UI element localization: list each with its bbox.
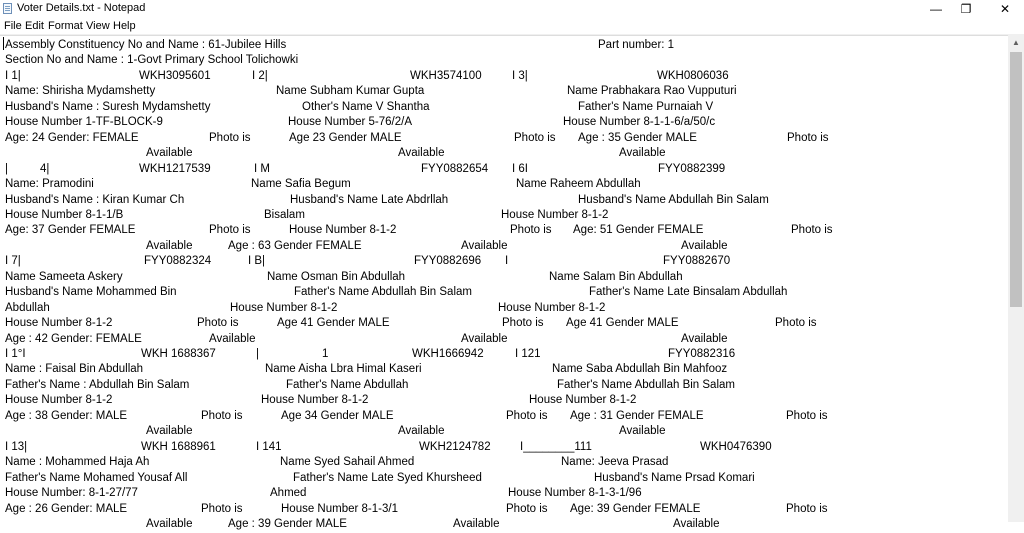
text-line	[0, 347, 1008, 363]
scroll-thumb[interactable]	[1010, 52, 1022, 307]
text-segment: Bisalam	[264, 208, 305, 221]
text-segment: House Number 8-1-2	[261, 394, 369, 407]
text-segment: Name Saba Abdullah Bin Mahfooz	[552, 363, 728, 376]
text-segment: Name Salam Bin Abdullah	[549, 270, 683, 283]
text-line	[0, 440, 1008, 456]
text-line	[0, 393, 1008, 409]
text-segment: Husband's Name : Kiran Kumar Ch	[5, 193, 185, 206]
text-line	[0, 208, 1008, 224]
text-segment: FYY0882670	[663, 255, 731, 268]
text-segment: Assembly Constituency No and Name : 61-Jubilee Hills	[5, 39, 287, 51]
text-segment: Husband's Name Abdullah Bin Salam	[578, 193, 769, 206]
text-segment: Photo is	[506, 502, 548, 515]
text-segment: Father's Name Mohamed Yousaf All	[5, 471, 188, 484]
text-segment: I 2|	[252, 69, 268, 82]
text-segment: House Number 8-1-2	[289, 224, 397, 237]
text-segment: I 1|	[5, 69, 21, 82]
text-segment: Age : 26 Gender: MALE	[5, 502, 128, 515]
text-segment: Age 41 Gender MALE	[277, 317, 390, 330]
text-segment: WKH 1688961	[141, 440, 216, 453]
text-segment: House Number 8-1-2	[529, 394, 637, 407]
text-segment: House Number 8-1-2	[5, 394, 113, 407]
text-segment: Name Syed Sahail Ahmed	[280, 456, 415, 469]
text-segment: Photo is	[201, 409, 243, 422]
text-segment: Age : 39 Gender MALE	[228, 517, 347, 530]
text-segment: FYY0882696	[414, 255, 482, 268]
text-segment: WKH0806036	[657, 69, 729, 82]
text-line	[0, 115, 1008, 131]
text-segment: Available	[209, 332, 256, 345]
text-segment: House Number: 8-1-27/77	[5, 487, 138, 500]
text-segment: FYY0882324	[144, 255, 212, 268]
text-line	[0, 38, 1008, 54]
text-segment: House Number 8-1-2	[230, 301, 338, 314]
text-segment: Husband's Name : Suresh Mydamshetty	[5, 100, 211, 113]
text-segment: Name Subham Kumar Gupta	[276, 85, 425, 98]
text-segment: Abdullah	[5, 301, 50, 314]
notepad-icon	[3, 3, 12, 14]
text-segment: Section No and Name : 1-Govt Primary School Tolichowki	[5, 54, 299, 67]
text-segment: WKH1217539	[139, 162, 211, 175]
text-segment: House Number 5-76/2/A	[288, 116, 413, 129]
text-segment: Name Prabhakara Rao Vupputuri	[567, 85, 737, 98]
text-line	[0, 69, 1008, 85]
text-segment: Available	[461, 239, 508, 252]
text-segment: I 141	[256, 440, 282, 453]
text-segment: Name : Faisal Bin Abdullah	[5, 363, 144, 376]
text-segment: Available	[673, 517, 720, 530]
text-segment: Name: Jeeva Prasad	[561, 456, 669, 469]
text-segment: Name Osman Bin Abdullah	[267, 270, 406, 283]
text-segment: 4|	[40, 162, 50, 175]
text-segment: Available	[398, 147, 445, 160]
window-title: Voter Details.txt - Notepad	[17, 2, 146, 14]
text-segment: Part number: 1	[598, 39, 675, 51]
text-segment: House Number 8-1-2	[5, 317, 113, 330]
text-segment: I 121	[515, 348, 541, 360]
text-segment: I 1°I	[5, 348, 26, 360]
text-segment: Available	[146, 517, 193, 530]
text-segment: Photo is	[201, 502, 243, 515]
text-line	[0, 486, 1008, 502]
text-segment: Age: 37 Gender FEMALE	[5, 224, 136, 237]
text-segment: Father's Name Purnaiah V	[578, 100, 714, 113]
text-segment: I 13|	[5, 440, 28, 453]
text-segment: WKH1666942	[412, 348, 484, 360]
text-segment: WKH3095601	[139, 69, 211, 82]
text-line	[0, 424, 1008, 440]
text-line	[0, 177, 1008, 193]
text-segment: Age : 63 Gender FEMALE	[228, 239, 362, 252]
text-segment: Available	[453, 517, 500, 530]
text-segment: Father's Name Abdullah Bin Salam	[294, 286, 472, 299]
text-segment: I M	[254, 162, 270, 175]
text-segment: Available	[146, 425, 193, 438]
text-line	[0, 285, 1008, 301]
text-segment: Name Raheem Abdullah	[516, 178, 641, 191]
menu-format[interactable]: Format	[48, 20, 83, 32]
text-segment: I 7|	[5, 255, 21, 268]
text-segment: Available	[398, 425, 445, 438]
text-segment: Available	[461, 332, 508, 345]
text-segment: Husband's Name Late Abdrllah	[290, 193, 449, 206]
text-segment: Name : Mohammed Haja Ah	[5, 456, 150, 469]
text-segment: Age : 38 Gender: MALE	[5, 409, 128, 422]
text-line	[0, 193, 1008, 209]
text-segment: I	[505, 255, 509, 268]
text-segment: I________111	[520, 440, 592, 453]
text-line	[0, 131, 1008, 147]
text-segment: |	[5, 162, 8, 175]
text-line	[0, 146, 1008, 162]
text-segment: Age : 42 Gender: FEMALE	[5, 332, 142, 345]
text-segment: Age 34 Gender MALE	[281, 409, 394, 422]
text-segment: FYY0882316	[668, 348, 736, 360]
text-segment: Photo is	[209, 131, 251, 144]
text-line	[0, 162, 1008, 178]
text-line	[0, 84, 1008, 100]
text-segment: Name Sameeta Askery	[5, 270, 123, 283]
text-segment: Father's Name Late Binsalam Abdullah	[589, 286, 788, 299]
text-segment: Age: 51 Gender FEMALE	[573, 224, 704, 237]
close-button[interactable]: ✕	[999, 2, 1011, 16]
text-segment: Age : 31 Gender FEMALE	[570, 409, 704, 422]
text-segment: Father's Name Late Syed Khursheed	[293, 471, 482, 484]
text-segment: Photo is	[787, 131, 829, 144]
text-line	[0, 53, 1008, 69]
text-segment: Photo is	[209, 224, 251, 237]
text-segment: I B|	[248, 255, 266, 268]
text-line	[0, 270, 1008, 286]
text-line	[0, 455, 1008, 471]
text-segment: Name: Shirisha Mydamshetty	[5, 85, 156, 98]
text-line	[0, 223, 1008, 239]
text-segment: Father's Name : Abdullah Bin Salam	[5, 378, 190, 391]
text-segment: Photo is	[197, 317, 239, 330]
text-segment: House Number 8-1-2	[498, 301, 606, 314]
text-line	[0, 332, 1008, 348]
text-segment: WKH3574100	[410, 69, 482, 82]
menu-help[interactable]: Help	[113, 20, 136, 32]
text-segment: FYY0882399	[658, 162, 726, 175]
text-segment: Age: 24 Gender: FEMALE	[5, 131, 139, 144]
text-segment: Other's Name V Shantha	[302, 100, 430, 113]
text-segment: Available	[146, 239, 193, 252]
title-bar	[0, 0, 1024, 18]
text-line	[0, 378, 1008, 394]
text-segment: Age 41 Gender MALE	[566, 317, 679, 330]
text-line	[0, 517, 1008, 533]
text-segment: Name Aisha Lbra Himal Kaseri	[265, 363, 422, 376]
text-segment: Father's Name Abdullah	[286, 378, 409, 391]
text-segment: Available	[619, 425, 666, 438]
text-segment: House Number 1-TF-BLOCK-9	[5, 116, 163, 129]
text-line	[0, 362, 1008, 378]
text-line	[0, 316, 1008, 332]
vertical-scrollbar[interactable]	[1008, 35, 1024, 522]
text-segment: Photo is	[786, 502, 828, 515]
scroll-up-icon[interactable]: ▲	[1012, 38, 1020, 47]
text-line	[0, 254, 1008, 270]
text-segment: Available	[146, 147, 193, 160]
text-line	[0, 409, 1008, 425]
text-segment: FYY0882654	[421, 162, 489, 175]
text-segment: House Number 8-1-1-6/a/50/c	[563, 116, 716, 129]
text-segment: Name Safia Begum	[251, 178, 351, 191]
menu-bar	[0, 18, 1024, 35]
text-segment: Ahmed	[270, 487, 307, 500]
text-segment: Photo is	[510, 224, 552, 237]
text-segment: Age: 39 Gender FEMALE	[570, 502, 701, 515]
text-segment: House Number 8-1-1/B	[5, 208, 124, 221]
text-segment: Husband's Name Mohammed Bin	[5, 286, 177, 299]
text-line	[0, 239, 1008, 255]
text-editor[interactable]	[0, 35, 1008, 530]
text-segment: I 6I	[512, 162, 528, 175]
text-segment: Photo is	[502, 317, 544, 330]
text-line	[0, 100, 1008, 116]
text-segment: House Number 8-1-3-1/96	[508, 487, 642, 500]
text-line	[0, 471, 1008, 487]
text-segment: House Number 8-1-2	[501, 208, 609, 221]
text-segment: Available	[619, 147, 666, 160]
maximize-button[interactable]: ❐	[960, 2, 972, 16]
text-segment: WKH2124782	[419, 440, 491, 453]
menu-file[interactable]: File	[4, 20, 22, 32]
text-segment: I 3|	[512, 69, 528, 82]
text-segment: Photo is	[514, 131, 556, 144]
text-segment: Age : 35 Gender MALE	[578, 131, 697, 144]
text-segment: Photo is	[506, 409, 548, 422]
menu-edit[interactable]: Edit	[25, 20, 44, 32]
text-segment: Photo is	[786, 409, 828, 422]
text-segment: Name: Pramodini	[5, 178, 94, 191]
text-segment: House Number 8-1-3/1	[281, 502, 398, 515]
text-line	[0, 301, 1008, 317]
text-segment: Photo is	[791, 224, 833, 237]
text-segment: WKH0476390	[700, 440, 772, 453]
text-segment: WKH 1688367	[141, 348, 216, 360]
text-segment: Available	[681, 332, 728, 345]
text-segment: Available	[681, 239, 728, 252]
text-line	[0, 502, 1008, 518]
text-segment: Father's Name Abdullah Bin Salam	[557, 378, 735, 391]
text-segment: Husband's Name Prsad Komari	[594, 471, 755, 484]
minimize-button[interactable]: —	[930, 2, 942, 16]
text-segment: 1	[322, 348, 329, 360]
text-segment: Photo is	[775, 317, 817, 330]
text-segment: Age 23 Gender MALE	[289, 131, 402, 144]
menu-view[interactable]: View	[86, 20, 110, 32]
text-segment: |	[256, 348, 259, 360]
